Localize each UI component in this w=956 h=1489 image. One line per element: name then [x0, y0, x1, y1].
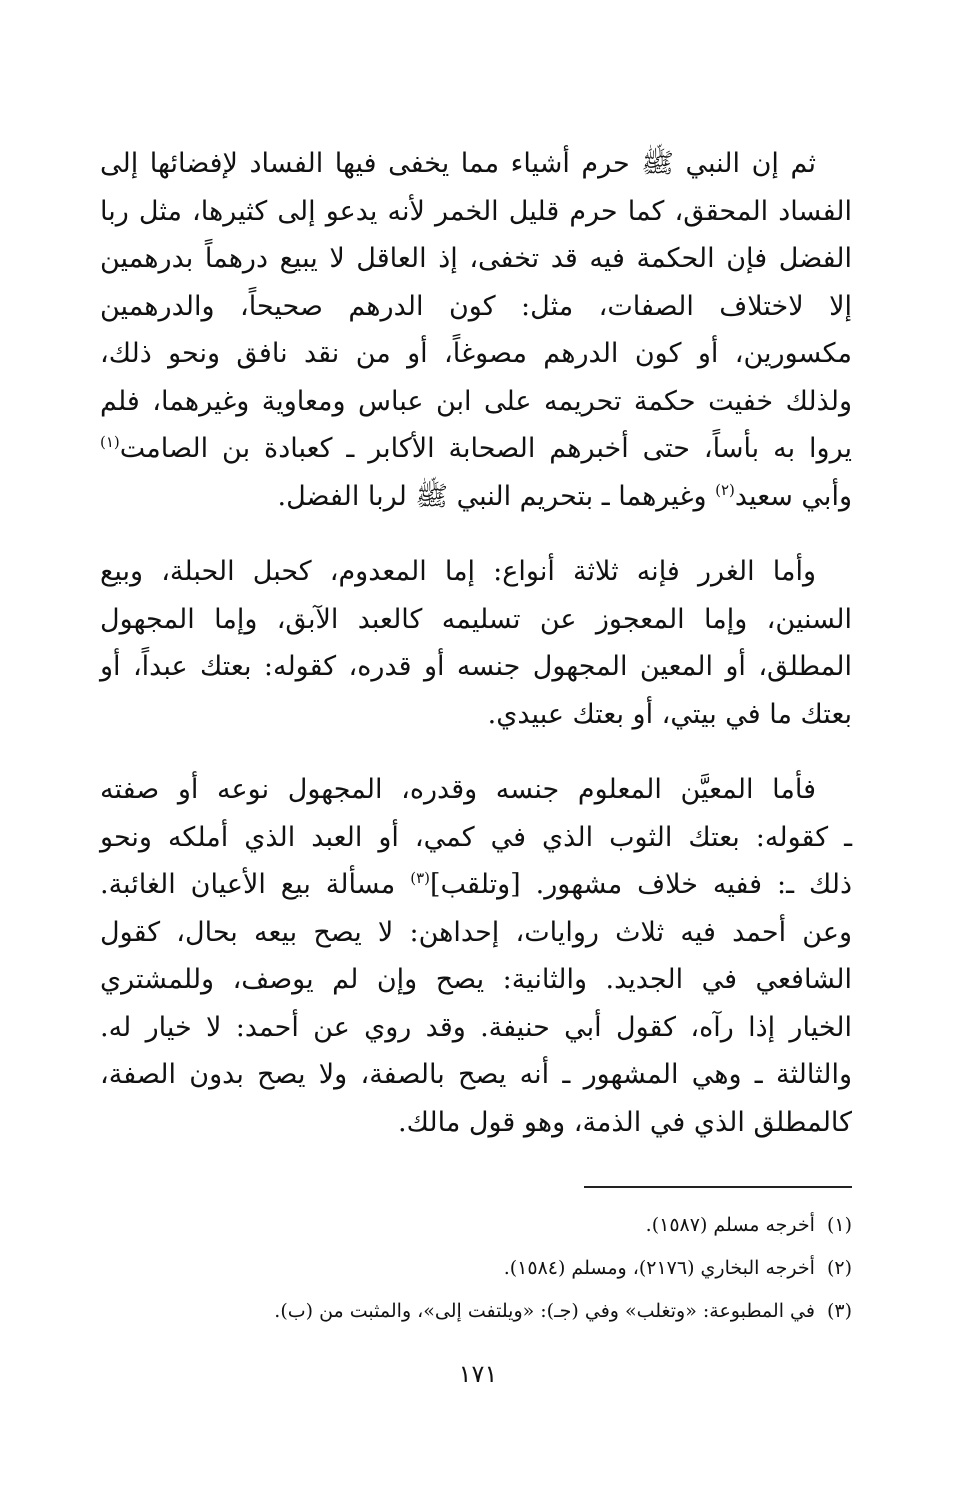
footnote-reference-3: (٣) [410, 869, 430, 887]
footnote-2 [100, 1247, 852, 1290]
text-line: المطلق، أو المعين المجهول جنسه أو قدره، كقوله: بعتك عبداً، أو [100, 651, 852, 682]
paragraph-2 [100, 548, 852, 738]
text-line: ولذلك خفيت حكمة تحريمه على ابن عباس ومعاوية وغيرهما، فلم [100, 385, 852, 417]
paragraph-1 [100, 140, 852, 520]
footnote-reference-1: (١) [100, 433, 120, 451]
text-line: مكسورين، أو كون الدرهم مصوغاً، أو من نقد نافق ونحو ذلك، [100, 338, 852, 369]
text-segment: وأبي سعيد [734, 480, 852, 512]
paragraph-3 [100, 766, 852, 1146]
footnote-3 [100, 1290, 852, 1333]
text-line: وعن أحمد فيه ثلاث روايات، إحداهن: لا يصح بيعه بحال، كقول [100, 916, 852, 948]
footnote-separator [584, 1186, 852, 1188]
text-line: ثم إن النبي ﷺ حرم أشياء مما يخفى فيها الفساد لإفضائها إلى [100, 148, 816, 179]
text-line: كالمطلق الذي في الذمة، وهو قول مالك. [398, 1106, 852, 1138]
text-line: بعتك ما في بيتي، أو بعتك عبيدي. [487, 698, 852, 730]
footnote-text: أخرجه مسلم (١٥٨٧). [645, 1214, 815, 1236]
text-segment: مسألة بيع الأعيان الغائبة. [100, 869, 411, 900]
footnote-reference-2: (٢) [715, 480, 735, 499]
text-segment: وغيرهما ـ بتحريم النبي ﷺ لربا الفضل. [277, 480, 716, 512]
page-number: ١٧١ [458, 1360, 498, 1388]
text-line: إلا لاختلاف الصفات، مثل: كون الدرهم صحيحاً، والدرهمين [100, 290, 852, 322]
text-line: الفساد المحقق، كما حرم قليل الخمر لأنه يدعو إلى كثيرها، مثل ربا [100, 195, 852, 227]
footnote-text: أخرجه البخاري (٢١٧٦)، ومسلم (١٥٨٤). [503, 1257, 815, 1279]
text-line: السنين، وإما المعجوز عن تسليمه كالعبد الآبق، وإما المجهول [100, 603, 852, 635]
page-body [100, 140, 852, 1174]
text-line-with-ref [100, 425, 852, 473]
text-segment: يروا به بأساً، حتى أخبرهم الصحابة الأكابر ـ كعبادة بن الصامت [119, 433, 852, 464]
text-line-with-ref [100, 473, 852, 521]
text-line: الشافعي في الجديد. والثانية: يصح وإن لم يوصف، وللمشتري [100, 964, 852, 995]
footnote-1 [100, 1204, 852, 1247]
text-line: والثالثة ـ وهي المشهور ـ أنه يصح بالصفة، ولا يصح بدون الصفة، [100, 1059, 852, 1090]
text-line: وأما الغرر فإنه ثلاثة أنواع: إما المعدوم، كحبل الحبلة، وبيع [100, 556, 816, 587]
footnote-text: في المطبوعة: «وتغلب» وفي (جـ): «ويلتفت إلى»، والمثبت من (ب). [274, 1300, 815, 1322]
text-line: فأما المعيَّن المعلوم جنسه وقدره، المجهول نوعه أو صفته [100, 774, 816, 805]
text-line: الخيار إذا رآه، كقول أبي حنيفة. وقد روي عن أحمد: لا خيار له. [100, 1011, 852, 1043]
footnote-number: (٣) [826, 1300, 852, 1322]
footnote-number: (١) [826, 1214, 852, 1236]
footnotes [100, 1204, 852, 1333]
footnote-number: (٢) [826, 1257, 852, 1279]
text-line: الفضل فإن الحكمة فيه قد تخفى، إذ العاقل لا يبيع درهماً بدرهمين [100, 243, 852, 274]
text-line: ـ كقوله: بعتك الثوب الذي في كمي، أو العبد الذي أملكه ونحو [100, 821, 852, 853]
text-line-with-ref [100, 861, 852, 909]
text-segment: ذلك ـ: ففيه خلاف مشهور. [وتلقب] [429, 869, 852, 900]
